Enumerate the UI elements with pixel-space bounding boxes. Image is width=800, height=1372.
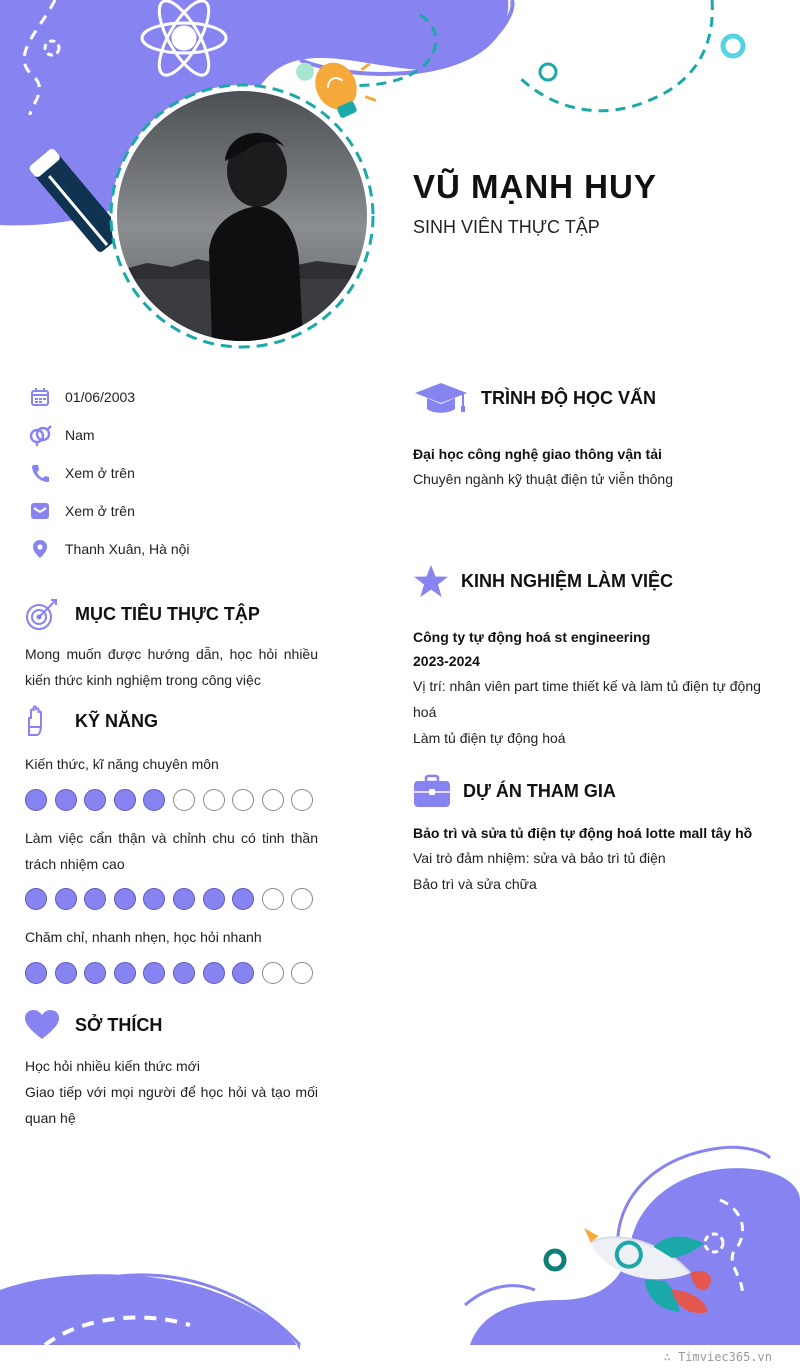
target-icon — [24, 597, 60, 631]
contact-gender — [28, 423, 328, 447]
phone-icon — [28, 461, 52, 485]
skills-heading — [24, 703, 158, 739]
birthday-text: 01/06/2003 — [65, 389, 136, 405]
education-title: TRÌNH ĐỘ HỌC VẤN — [481, 387, 656, 408]
rating-dot-filled — [55, 789, 77, 811]
rating-dot-empty — [262, 888, 284, 910]
briefcase-icon — [413, 774, 451, 808]
skill-rating — [25, 789, 313, 811]
projects-heading — [413, 772, 616, 810]
work-period: 2023-2024 — [413, 653, 480, 669]
profile-photo — [117, 91, 367, 341]
work-task: Làm tủ điện tự động hoá — [413, 730, 566, 746]
experience-heading — [413, 563, 673, 599]
rating-dot-filled — [55, 888, 77, 910]
major: Chuyên ngành kỹ thuật điện tử viễn thông — [413, 471, 673, 487]
skill-rating — [25, 962, 313, 984]
contact-email — [28, 499, 328, 523]
rating-dot-empty — [232, 789, 254, 811]
skill-label: Kiến thức, kĩ năng chuyên môn — [25, 756, 219, 772]
email-text: Xem ở trên — [65, 503, 135, 519]
rating-dot-filled — [232, 962, 254, 984]
skills-title: KỸ NĂNG — [75, 710, 159, 731]
heart-icon — [24, 1009, 60, 1041]
hobbies-heading — [24, 1007, 162, 1043]
rating-dot-filled — [84, 962, 106, 984]
rating-dot-empty — [291, 962, 313, 984]
rating-dot-empty — [291, 789, 313, 811]
work-position: Vị trí: nhân viên part time thiết kế và làm tủ điện tự động hoá — [413, 678, 761, 720]
skill-label: Làm việc cẩn thận và chỉnh chu có tinh thần trách nhiệm cao — [25, 830, 318, 872]
project-task: Bảo trì và sửa chữa — [413, 876, 537, 892]
rating-dot-filled — [143, 962, 165, 984]
hand-icon — [24, 705, 48, 737]
objective-title: MỤC TIÊU THỰC TẬP — [75, 603, 260, 624]
rating-dot-filled — [114, 888, 136, 910]
rating-dot-filled — [114, 962, 136, 984]
company-name: Công ty tự động hoá st engineering — [413, 629, 651, 645]
location-icon — [28, 537, 52, 561]
experience-title: KINH NGHIỆM LÀM VIỆC — [461, 570, 674, 591]
rating-dot-filled — [25, 962, 47, 984]
contact-address — [28, 537, 328, 561]
rating-dot-filled — [143, 888, 165, 910]
rating-dot-filled — [203, 888, 225, 910]
education-heading — [413, 379, 656, 417]
rating-dot-filled — [114, 789, 136, 811]
watermark: ∴ Timviec365.vn — [663, 1350, 772, 1364]
footer-decoration — [0, 1140, 800, 1372]
graduation-cap-icon — [413, 381, 469, 415]
star-icon — [413, 564, 449, 598]
contact-birthday — [28, 385, 328, 409]
rating-dot-empty — [203, 789, 225, 811]
objective-heading — [24, 596, 260, 632]
objective-text: Mong muốn được hướng dẫn, học hỏi nhiều kiến thức kinh nghiệm trong công việc — [25, 646, 318, 688]
hobbies-title: SỞ THÍCH — [75, 1014, 163, 1035]
school-name: Đại học công nghệ giao thông vận tải — [413, 446, 662, 462]
email-icon — [28, 499, 52, 523]
rating-dot-filled — [173, 888, 195, 910]
skill-label: Chăm chỉ, nhanh nhẹn, học hỏi nhanh — [25, 929, 262, 945]
rating-dot-filled — [84, 888, 106, 910]
rating-dot-empty — [262, 789, 284, 811]
rating-dot-filled — [173, 962, 195, 984]
projects-title: DỰ ÁN THAM GIA — [463, 780, 616, 801]
gender-text: Nam — [65, 427, 95, 443]
address-text: Thanh Xuân, Hà nội — [65, 541, 190, 557]
rating-dot-empty — [173, 789, 195, 811]
person-name: VŨ MẠNH HUY — [413, 168, 657, 205]
rating-dot-filled — [25, 789, 47, 811]
job-title: SINH VIÊN THỰC TẬP — [413, 217, 600, 237]
rating-dot-empty — [262, 962, 284, 984]
rating-dot-filled — [25, 888, 47, 910]
hobby-item: Học hỏi nhiều kiến thức mới — [25, 1058, 200, 1074]
rating-dot-empty — [291, 888, 313, 910]
contact-phone — [28, 461, 328, 485]
calendar-icon — [28, 385, 52, 409]
project-name: Bảo trì và sửa tủ điện tự động hoá lotte mall tây hồ — [413, 825, 753, 841]
project-role: Vai trò đảm nhiệm: sửa và bảo trì tủ điện — [413, 850, 666, 866]
rating-dot-filled — [55, 962, 77, 984]
hobby-item: Giao tiếp với mọi người để học hỏi và tạo mối quan hệ — [25, 1084, 318, 1126]
rating-dot-filled — [232, 888, 254, 910]
rating-dot-filled — [203, 962, 225, 984]
rating-dot-filled — [84, 789, 106, 811]
gender-icon — [28, 423, 52, 447]
skill-rating — [25, 888, 313, 910]
phone-text: Xem ở trên — [65, 465, 135, 481]
rating-dot-filled — [143, 789, 165, 811]
